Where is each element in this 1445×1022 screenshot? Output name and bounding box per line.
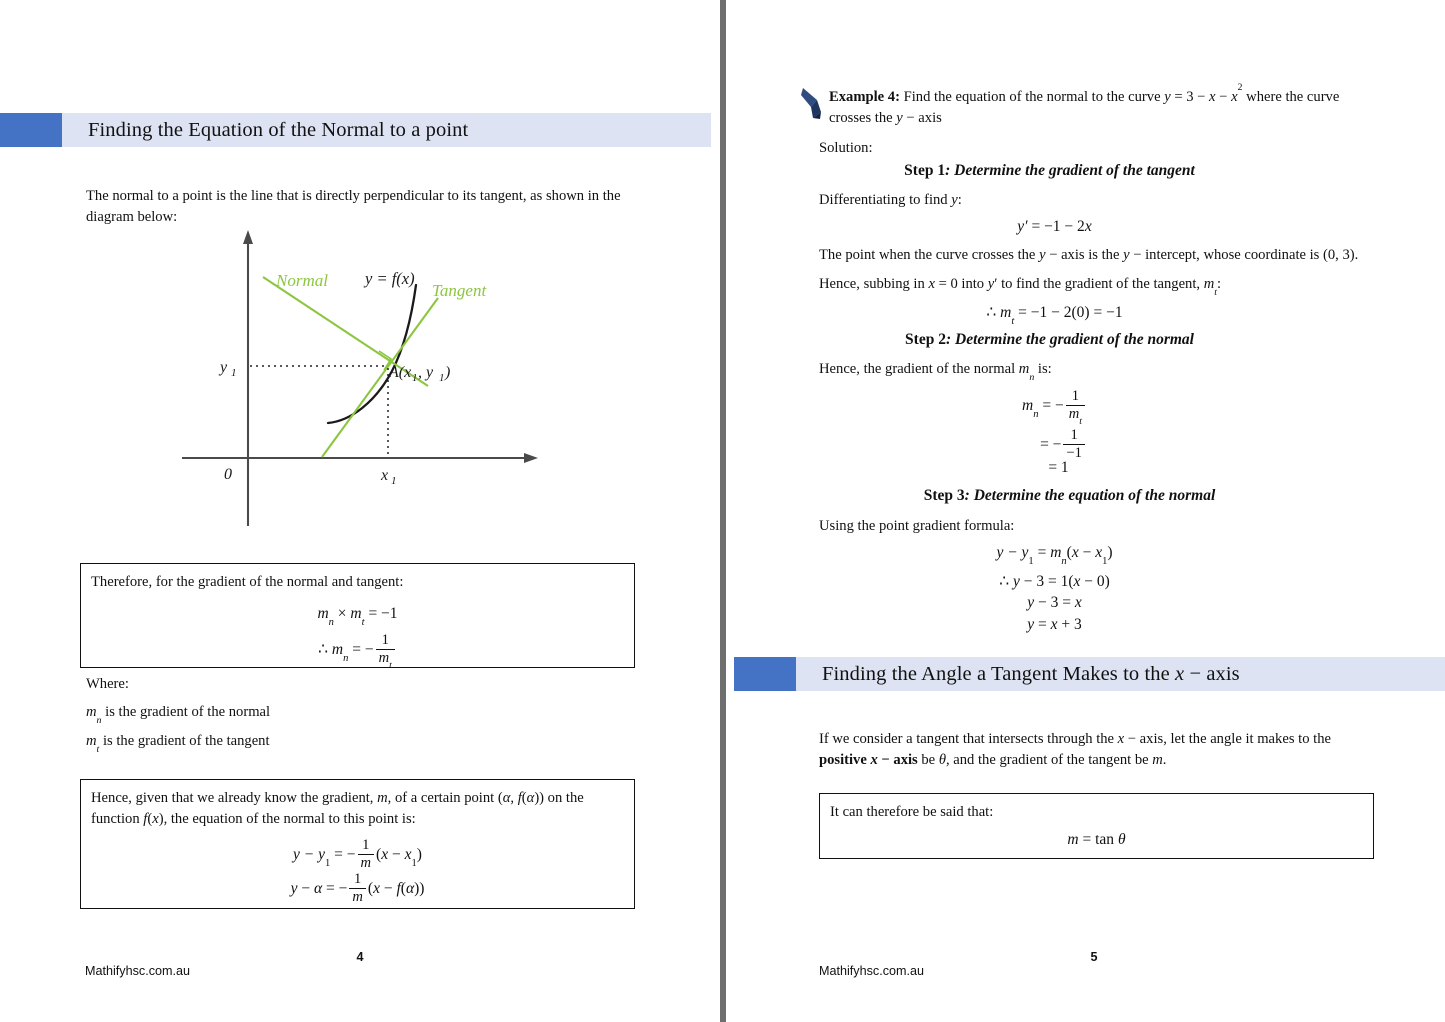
page-number-left: 4 [356, 950, 364, 964]
example-prompt-part1: Find the equation of the normal to the curve [903, 89, 1165, 105]
svg-text:1: 1 [391, 475, 397, 487]
diagram-label-x1: x [381, 467, 389, 484]
diagram-label-origin: 0 [224, 466, 232, 483]
heading-accent-block-2 [734, 657, 796, 691]
where-item-normal: $m_n$ is the gradient of the normal [86, 704, 271, 726]
page-divider [711, 0, 734, 1022]
section-heading-text-2: Finding the Angle a Tangent Makes to the x − axis [822, 662, 1240, 685]
step1-line1: Differentiating to find y: [819, 192, 962, 208]
step3-equation-4: y = x + 3 [1027, 616, 1082, 633]
diagram-label-point: A(x [389, 364, 412, 381]
step2-equation-2: = − $\frac{1}{-1}$ [734, 428, 1445, 461]
normal-tangent-diagram [160, 228, 560, 533]
box-normal-equation [80, 779, 635, 909]
heading-accent-block [0, 113, 62, 147]
step2-equation-3: = 1 [1048, 459, 1069, 476]
box3-intro: It can therefore be said that: [830, 804, 994, 820]
step3-equation-2: ∴ y − 3 = 1(x − 0) [999, 573, 1110, 590]
footer-site-right: Mathifyhsc.com.au [819, 964, 924, 978]
step2-title: Step 2: Determine the gradient of the normal [905, 331, 1194, 348]
pen-icon [800, 86, 826, 120]
step3-line1: Using the point gradient formula: [819, 518, 1015, 534]
step2-equation-1: $m_n$ = − $\frac{1}{m_t}$ [734, 389, 1445, 422]
step1-equation-derivative: y′ = −1 − 2x [1017, 218, 1092, 235]
diagram-label-normal: Normal [276, 271, 328, 290]
box1-equation-1: $m_n \times m_t = -1$ [317, 605, 398, 628]
section-heading-normal [0, 113, 711, 147]
example-prompt: Example 4: Find the equation of the normal to the curve $y = 3 - x - x^2$ where the curve crosses the y − axis [829, 81, 1340, 126]
page-right [734, 0, 1445, 1022]
diagram-label-function: y = f(x) [365, 269, 415, 288]
box2-intro: Hence, given that we already know the gradient, m, of a certain point (α, f(α)) on the function f(x), the equation of the normal to this point is: [91, 790, 584, 827]
step3-equation-3: y − 3 = x [1027, 594, 1082, 611]
heading-background [62, 113, 711, 147]
solution-label: Solution: [819, 140, 873, 156]
step2-line1: Hence, the gradient of the normal $m_n$ is: [819, 361, 1052, 383]
step1-line3: Hence, subbing in x = 0 into y′ to find the gradient of the tangent, $m_t$: [819, 276, 1222, 298]
section-heading-text: Finding the Equation of the Normal to a point [88, 118, 469, 141]
box-gradient-relation [80, 563, 635, 672]
where-label: Where: [86, 676, 129, 692]
svg-text:1: 1 [412, 372, 418, 384]
step3-title: Step 3: Determine the equation of the normal [923, 487, 1216, 504]
svg-text:1: 1 [439, 372, 445, 384]
box-tan-relation [819, 793, 1374, 859]
intro-paragraph: The normal to a point is the line that is directly perpendicular to its tangent, as shown in the diagram below: [86, 188, 621, 225]
box2-equation-2: y − α = − $\frac{1}{m}$ (x − f(α)) [290, 871, 425, 905]
page-number-right: 5 [1090, 950, 1098, 964]
box3-equation-1: m = tan θ [1067, 831, 1126, 848]
diagram-label-tangent: Tangent [432, 281, 487, 300]
step1-line2: The point when the curve crosses the y − axis is the y − intercept, whose coordinate is (0, 3). [819, 247, 1359, 263]
box1-intro: Therefore, for the gradient of the normal and tangent: [91, 574, 404, 590]
diagram-label-y1: y [220, 359, 228, 376]
section-heading-angle [734, 657, 1445, 691]
step1-equation-mt: ∴ $m_t = -1 - 2(0) = -1$ [986, 304, 1123, 327]
angle-paragraph: If we consider a tangent that intersects through the x − axis, let the angle it makes to the positive x − axis be θ, and the gradient of the tangent be m. [819, 731, 1331, 768]
footer-site-left: Mathifyhsc.com.au [85, 964, 190, 978]
heading-background-2 [796, 657, 1445, 691]
svg-text:): ) [445, 364, 451, 381]
svg-text:1: 1 [231, 367, 237, 379]
svg-text:, y: , y [418, 364, 434, 381]
step3-equation-1: $y - y_1 = m_n(x - x_1)$ [996, 544, 1113, 567]
where-item-tangent: $m_t$ is the gradient of the tangent [86, 733, 270, 755]
box1-equation-2: ∴ $m_n$ = − $\frac{1}{m_t}$ [81, 633, 634, 666]
example-label: Example 4: [829, 89, 900, 105]
page-left [0, 0, 711, 1022]
box2-equation-1: $y - y_1$ = − $\frac{1}{m}$ $(x - x_1)$ [293, 837, 422, 871]
step1-title: Step 1: Determine the gradient of the tangent [904, 162, 1195, 179]
